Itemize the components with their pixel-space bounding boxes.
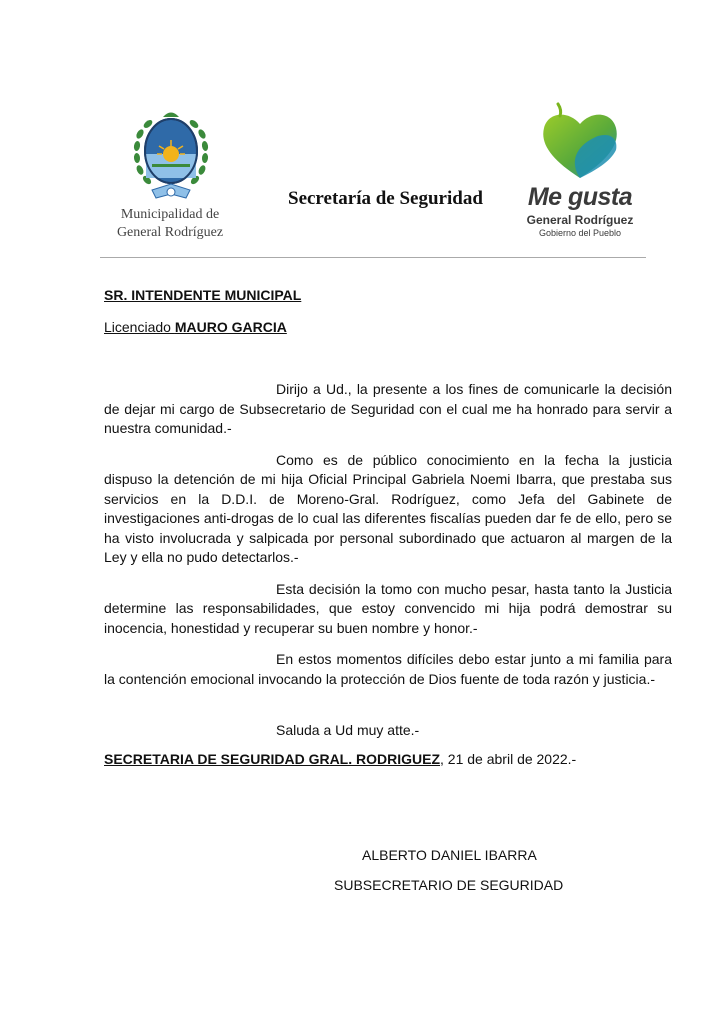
department-title: Secretaría de Seguridad [288, 188, 483, 209]
header-divider [100, 257, 646, 258]
addressee-prefix: Licenciado [104, 319, 175, 335]
date: , 21 de abril de 2022.- [440, 751, 577, 767]
municipality-name [100, 206, 240, 242]
brand-subtitle: Gobierno del Pueblo [538, 228, 622, 238]
addressee-person: MAURO GARCIA [174, 319, 287, 335]
addressee-title: SR. INTENDENTE MUNICIPAL [104, 287, 302, 303]
place: SECRETARIA DE SEGURIDAD GRAL. RODRIGUEZ [104, 751, 441, 767]
paragraph-2: Como es de público conocimiento en la fecha la justicia dispuso la detención de mi hija Oficial Principal Gabriela Noemi Ibarra, que prestaba sus servicios en la D.D.I. de Moreno-Gral. Rodríguez, como Jefa del Gabinete de investigaciones anti-drogas de lo cual las diferentes fiscalías pueden dar fe de ello, pero se ha visto involucrada y salpicada por personal subordinado que actuaron al margen de la Ley y ella no pudo detectarlos.- [104, 451, 672, 565]
paragraph-4: En estos momentos difíciles debo estar junto a mi familia para la contención emocional invocando la protección de Dios fuente de toda razón y justicia.- [104, 651, 672, 687]
paragraph-1: Dirijo a Ud., la presente a los fines de comunicarle la decisión de dejar mi cargo de Subsecretario de Seguridad con el cual me ha honrado para servir a nuestra comunidad.- [104, 381, 672, 436]
municipal-crest-icon [130, 104, 212, 206]
brand-city: General Rodríguez [526, 213, 634, 227]
paragraph-3: Esta decisión la tomo con mucho pesar, hasta tanto la Justicia determine las responsabilidades, que estoy convencido mi hija podrá demostrar su inocencia, honestidad y recuperar su buen nombre y honor.- [104, 580, 672, 636]
place-date-line [104, 751, 576, 767]
brand-logo [520, 100, 640, 245]
letter-body [104, 380, 672, 701]
municipality-line-2: General Rodríguez [116, 225, 224, 240]
signatory-title: SUBSECRETARIO DE SEGURIDAD [334, 877, 564, 893]
heart-logo-icon [538, 100, 622, 182]
closing-line: Saluda a Ud muy atte.- [276, 722, 420, 738]
addressee-name [104, 319, 287, 335]
brand-tagline: Me gusta [527, 183, 633, 211]
municipality-line-1: Municipalidad de [120, 207, 220, 222]
letterhead [0, 0, 724, 262]
signatory-name: ALBERTO DANIEL IBARRA [362, 847, 537, 863]
